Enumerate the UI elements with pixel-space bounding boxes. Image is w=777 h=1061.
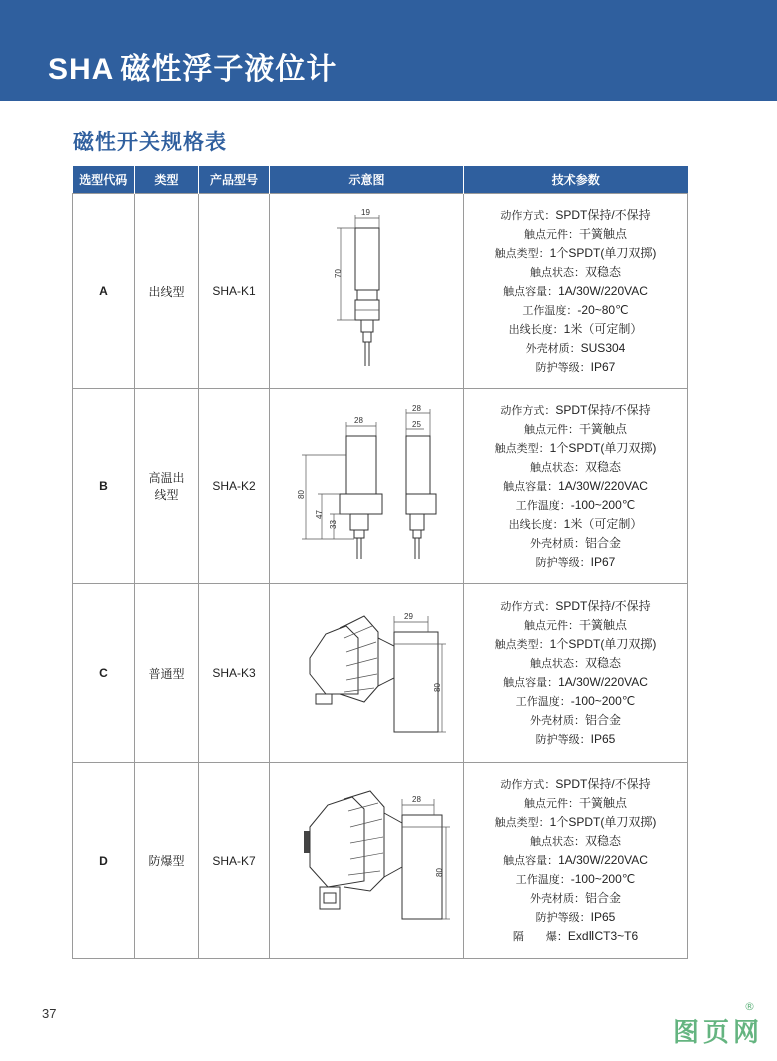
switch-k7-drawing: [282, 781, 452, 941]
param-value: 铝合金: [584, 891, 621, 905]
param-line: [464, 730, 687, 749]
param-value: 1米（可定制）: [563, 321, 643, 336]
cell-type: [135, 584, 199, 763]
param-value: 1个SPDT(单刀双掷): [549, 637, 657, 651]
param-label: 外壳材质：: [525, 341, 581, 355]
param-value: 1A/30W/220VAC: [558, 675, 648, 689]
col-header-diagram: 示意图: [270, 166, 464, 194]
cell-type: [135, 763, 199, 959]
param-line: [464, 711, 687, 730]
param-line: [464, 263, 687, 282]
spec-table: [72, 166, 688, 959]
param-value: 干簧触点: [578, 796, 627, 810]
param-value: SPDT保持/不保持: [555, 402, 651, 417]
param-line: [464, 775, 687, 794]
param-value: IP65: [590, 910, 616, 924]
param-value: SPDT保持/不保持: [555, 599, 651, 613]
type-line: 高温出: [148, 471, 185, 485]
table-row: [73, 194, 688, 389]
cell-params: [464, 194, 688, 389]
table-header-row: [73, 166, 688, 194]
param-label: 出线长度：: [508, 322, 564, 336]
param-value: IP67: [590, 359, 616, 374]
param-line: [464, 673, 687, 692]
param-line: [464, 496, 687, 515]
dim-label: 25: [411, 420, 421, 429]
param-value: 双稳态: [584, 264, 621, 279]
param-value: 1个SPDT(单刀双掷): [549, 815, 657, 829]
cell-code: B: [73, 389, 135, 584]
cell-code: D: [73, 763, 135, 959]
param-label: 防护等级：: [535, 733, 591, 746]
dim-label: 47: [314, 510, 324, 519]
dim-label: 28: [353, 416, 363, 425]
col-header-code: 选型代码: [73, 166, 135, 194]
param-label: 出线长度：: [508, 517, 564, 531]
dim-label: 28: [411, 794, 421, 804]
section-title: 磁性开关规格表: [73, 130, 227, 154]
param-value: SUS304: [580, 340, 626, 355]
param-value: 双稳态: [584, 834, 621, 848]
param-line: [464, 515, 687, 534]
cell-model: SHA-K7: [199, 763, 270, 959]
param-label: 动作方式：: [500, 778, 556, 791]
cell-type: [135, 194, 199, 389]
param-label: 触点类型：: [494, 246, 550, 260]
param-label: 防护等级：: [535, 555, 591, 569]
param-value: 1个SPDT(单刀双掷): [549, 245, 657, 260]
param-line: [464, 206, 687, 225]
param-line: [464, 358, 687, 377]
param-value: 1A/30W/220VAC: [558, 283, 648, 298]
param-value: IP67: [590, 554, 616, 569]
param-label: 动作方式：: [500, 403, 556, 417]
param-line: [464, 553, 687, 572]
param-label: 触点元件：: [523, 422, 579, 436]
param-label: 工作温度：: [515, 498, 571, 512]
param-value: 铝合金: [584, 535, 621, 550]
param-label: 触点类型：: [494, 816, 550, 829]
header-banner: [0, 0, 777, 101]
param-label: 工作温度：: [522, 303, 578, 317]
cell-params: [464, 763, 688, 959]
param-label: 触点元件：: [523, 227, 579, 241]
param-line: [464, 635, 687, 654]
param-line: [464, 282, 687, 301]
param-value: 干簧触点: [578, 226, 627, 241]
table-row: [73, 763, 688, 959]
cell-diagram: [270, 389, 464, 584]
watermark-logo: 图页网: [672, 1018, 763, 1048]
param-line: [464, 439, 687, 458]
type-line: 防爆型: [148, 854, 185, 868]
page-title: [48, 44, 337, 88]
cell-diagram: [270, 194, 464, 389]
param-line: [464, 889, 687, 908]
param-value: -100~200℃: [570, 694, 636, 708]
param-line: [464, 477, 687, 496]
switch-k2-drawing: [282, 401, 452, 571]
param-value: 干簧触点: [578, 421, 627, 436]
param-line: [464, 244, 687, 263]
switch-k1-drawing: [307, 206, 427, 376]
switch-k3-drawing: [282, 598, 452, 748]
param-value: 干簧触点: [578, 618, 627, 632]
param-line: [464, 870, 687, 889]
cell-code: A: [73, 194, 135, 389]
dim-label: 28: [411, 404, 421, 413]
param-line: [464, 420, 687, 439]
product-title: 磁性浮子液位计: [120, 52, 338, 87]
dim-label: 80: [434, 867, 444, 877]
param-label: 工作温度：: [515, 873, 571, 886]
param-label: 触点状态：: [529, 265, 585, 279]
dim-label: 33: [328, 520, 338, 529]
param-line: [464, 401, 687, 420]
param-value: -100~200℃: [570, 872, 636, 886]
param-label: 触点元件：: [523, 797, 579, 810]
dim-label: 80: [432, 683, 442, 692]
param-value: -100~200℃: [570, 497, 636, 512]
param-line: [464, 794, 687, 813]
param-label: 防护等级：: [535, 360, 591, 374]
param-label: 外壳材质：: [529, 536, 585, 550]
param-value: 1米（可定制）: [563, 516, 643, 531]
param-line: [464, 616, 687, 635]
page-number: 37: [42, 1006, 57, 1021]
type-line: 出线型: [148, 284, 185, 299]
param-line: [464, 851, 687, 870]
param-label: 触点元件：: [523, 619, 579, 632]
param-value: 1A/30W/220VAC: [558, 853, 648, 867]
param-label: 外壳材质：: [529, 892, 585, 905]
col-header-type: 类型: [135, 166, 199, 194]
param-label: 触点容量：: [503, 676, 559, 689]
param-value: 双稳态: [584, 459, 621, 474]
dim-label: 19: [360, 208, 370, 217]
table-row: [73, 389, 688, 584]
param-value: 铝合金: [584, 713, 621, 727]
param-line: [464, 301, 687, 320]
cell-model: SHA-K3: [199, 584, 270, 763]
cell-model: SHA-K1: [199, 194, 270, 389]
param-line: [464, 320, 687, 339]
param-label: 隔 爆：: [512, 930, 568, 943]
cell-code: C: [73, 584, 135, 763]
param-label: 外壳材质：: [529, 714, 585, 727]
param-label: 动作方式：: [500, 208, 556, 222]
param-label: 触点类型：: [494, 441, 550, 455]
param-value: IP65: [590, 732, 616, 746]
type-line: 普通型: [148, 666, 185, 681]
col-header-model: 产品型号: [199, 166, 270, 194]
param-label: 触点状态：: [529, 657, 585, 670]
param-value: ExdⅡCT3~T6: [567, 929, 639, 943]
param-label: 触点容量：: [503, 479, 559, 493]
param-value: 1A/30W/220VAC: [558, 478, 648, 493]
cell-diagram: [270, 763, 464, 959]
dim-label: 70: [333, 269, 343, 278]
registered-mark: ®: [744, 1000, 755, 1013]
param-label: 触点状态：: [529, 460, 585, 474]
param-label: 动作方式：: [500, 600, 556, 613]
cell-params: [464, 389, 688, 584]
table-row: [73, 584, 688, 763]
param-value: 1个SPDT(单刀双掷): [549, 440, 657, 455]
param-line: [464, 692, 687, 711]
cell-diagram: [270, 584, 464, 763]
cell-model: SHA-K2: [199, 389, 270, 584]
param-value: 双稳态: [584, 656, 621, 670]
param-label: 工作温度：: [515, 695, 571, 708]
param-line: [464, 458, 687, 477]
param-value: -20~80℃: [577, 302, 629, 317]
type-line: 线型: [154, 488, 179, 502]
param-label: 触点类型：: [494, 638, 550, 651]
cell-params: [464, 584, 688, 763]
param-line: [464, 813, 687, 832]
cell-type: [135, 389, 199, 584]
param-line: [464, 654, 687, 673]
param-value: SPDT保持/不保持: [555, 777, 651, 791]
param-line: [464, 597, 687, 616]
param-label: 触点容量：: [503, 854, 559, 867]
dim-label: 29: [403, 612, 413, 621]
param-line: [464, 225, 687, 244]
param-line: [464, 339, 687, 358]
param-line: [464, 927, 687, 946]
param-line: [464, 908, 687, 927]
param-label: 触点容量：: [503, 284, 559, 298]
col-header-params: 技术参数: [464, 166, 688, 194]
param-label: 触点状态：: [529, 835, 585, 848]
dim-label: 80: [296, 490, 306, 499]
param-line: [464, 832, 687, 851]
param-value: SPDT保持/不保持: [555, 207, 651, 222]
brand-name: SHA: [48, 53, 115, 86]
param-line: [464, 534, 687, 553]
param-label: 防护等级：: [535, 911, 591, 924]
